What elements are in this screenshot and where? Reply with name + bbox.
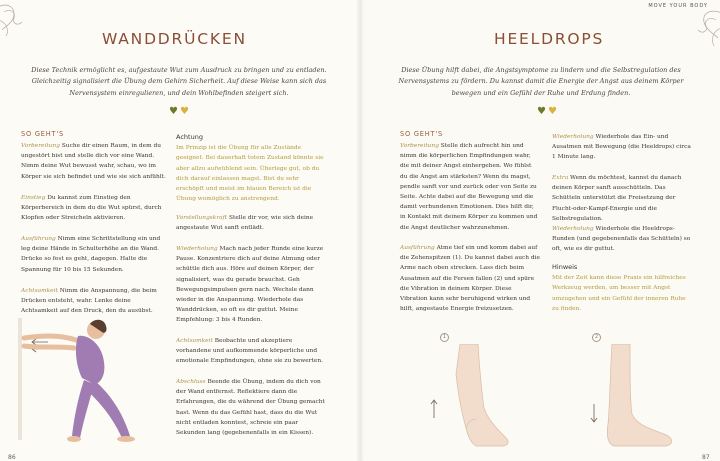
wall-push-illustration [18,318,168,446]
page-title-wanddruecken: WANDDRÜCKEN [102,30,247,48]
intensity-hearts-right [536,107,558,117]
so-gehts-heading-right: SO GEHT'S [400,130,443,138]
intro-text: Diese Technik ermöglicht es, aufgestaute Wut zum Ausdruck zu bringen und zu entladen. Gleichzeitig signalisiert die Übung dem Gehirn Sicherheit. Auf diese Weise kann sich das Nervensystem einregulieren, und dein Wohlbefinden steigert sich. [31,66,327,97]
page-title-heeldrops: HEELDROPS [494,30,605,48]
step-vorbereitung-right: Vorbereitung Stelle dich aufrecht hin und nimm die körperlichen Empfindungen wahr, die mit deiner Angst einhergehen. Wo fühlst du die Angst am stärksten? Wenn du magst, pendle sanft vor und zurück oder von Seite zu Seite. Achte dabei auf die Bewegung und die damit verbundenen Emotionen. Dies hilft dir, in Kontakt mit deinem Körper zu kommen und die Angst deutlicher wahrzunehmen. [400,143,538,231]
note-title-right: Hinweis [552,263,578,271]
step-vorstellungskraft: Vorstellungskraft Stelle dir vor, wie sich deine angestaute Wut sanft entlädt. [176,215,314,232]
yellow-heart-icon: ♥ [179,106,189,117]
heart-hands-icon [0,0,38,40]
step-wiederholung-2-right: Wiederholung Wiederhole die Heeldrops-Runden (und gegebenenfalls das Schütteln) so oft, wie es dir guttut. [552,226,691,253]
olive-heart-icon: ♥ [169,106,178,117]
note-achtung: Achtung Im Prinzip ist die Übung für alle Zustände geeignet. Bei dauerhaft totem Zustand könnte sie aber allzu aufwühlend sein. Überlege gut, ob du dich darauf einlassen magst. Bist du sehr erschöpft und meist im blauen Bereich ist die Übung womöglich zu anstrengend. [176,132,326,204]
intro-text-right: Diese Übung hilft dabei, die Angstsymptome zu lindern und die Selbstregulation des Nervensystems zu fördern. Du kannst damit die Energie der Angst aus deinem Körper bewegen und ein Gefühl der Ruhe und Erdung finden. [398,66,684,97]
so-gehts-heading: SO GEHT'S [21,130,64,138]
step-ausfuehrung: Ausführung Nimm eine Schrittstellung ein und leg deine Hände in Schulterhöhe an die Wand. Drücke so fest es geht, dagegen. Halte die Spannung für 10 bis 15 Sekunden. [21,236,161,273]
step-wiederholung: Wiederholung Mach nach jeder Runde eine kurze Pause. Konzentriere dich auf deine Atmung oder schüttle dich aus. Höre auf deinen Körper, der signalisiert, was du gerade brauchst. Geh Bewegungsimpulsen gern nach. Wechsle dann wieder in die Anspannung. Wiederhole das Wanddrücken, so oft es dir guttut. Meine Empfehlung: 3 bis 4 Runden. [176,246,324,324]
foot-on-toes-illustration [426,344,516,448]
figure-number-1: 1 [440,333,449,342]
step-einstieg: Einstieg Du kannst zum Einstieg den Körperbereich in dem du die Wut spürst, durch Klopfen oder Streicheln aktivieren. [21,195,162,222]
heart-hands-icon-right [682,0,720,50]
olive-heart-icon: ♥ [537,106,546,117]
intensity-hearts [168,107,190,117]
heel-drop-illustration [582,344,682,448]
step-wiederholung-right: Wiederholung Wiederhole das Ein- und Ausatmen mit Bewegung (die Heeldrops) circa 1 Minute lang. [552,134,691,161]
step-abschluss: Abschluss Beende die Übung, indem du dich von der Wand entfernst. Reflektiere dann die Erfahrungen, die du während der Übung gemacht hast. Wenn du das Gefühl hast, dass du die Wut nicht entladen konntest, schreie ein paar Sekunden lang (gegebenenfalls in ein Kissen). [176,379,325,437]
right-page [360,0,720,461]
step-vorbereitung: Vorbereitung Suche dir einen Raum, in dem du ungestört bist und stelle dich vor eine Wand. Nimm deine Wut bewusst wahr, schau, wo im Körper sie sich befindet und wie sie sich anfühlt. [21,143,166,180]
chapter-header: MOVE YOUR BODY [648,3,708,9]
step-achtsamkeit: Achtsamkeit Nimm die Anspannung, die beim Drücken entsteht, wahr. Lenke deine Achtsamkeit auf den Druck, den du ausübst. [21,288,157,315]
figure-number-2: 2 [592,333,601,342]
step-extra: Extra Wenn du möchtest, kannst du danach deinen Körper sanft ausschütteln. Das Schütteln unterstützt die Freisetzung der Flucht-oder-Kampf-Energie und die Selbstregulation. [552,175,682,222]
note-title: Achtung [176,133,203,141]
page-number-right: 87 [702,454,710,461]
note-hinweis: Hinweis Mit der Zeit kann diese Praxis ein hilfreiches Werkzeug werden, um besser mit Angst umzugehen und ein Gefühl der inneren Ruhe zu finden. [552,262,694,314]
book-gutter [356,0,364,461]
step-ausfuehrung-right: Ausführung Atme tief ein und komm dabei auf die Zehenspitzen (1). Du kannst dabei auch die Arme nach oben strecken. Lass dich beim Ausatmen auf die Fersen fallen (2) und spüre die Vibration in deinem Körper. Diese Vibration kann sehr beruhigend wirken und hilft, angestaute Energie freizusetzen. [400,245,540,313]
yellow-heart-icon: ♥ [547,106,557,117]
step-achtsamkeit-2: Achtsamkeit Beobachte und akzeptiere vorhandene und aufkommende körperliche und emotionale Empfindungen, ohne sie zu bewerten. [176,338,323,365]
page-number-left: 86 [8,454,16,461]
